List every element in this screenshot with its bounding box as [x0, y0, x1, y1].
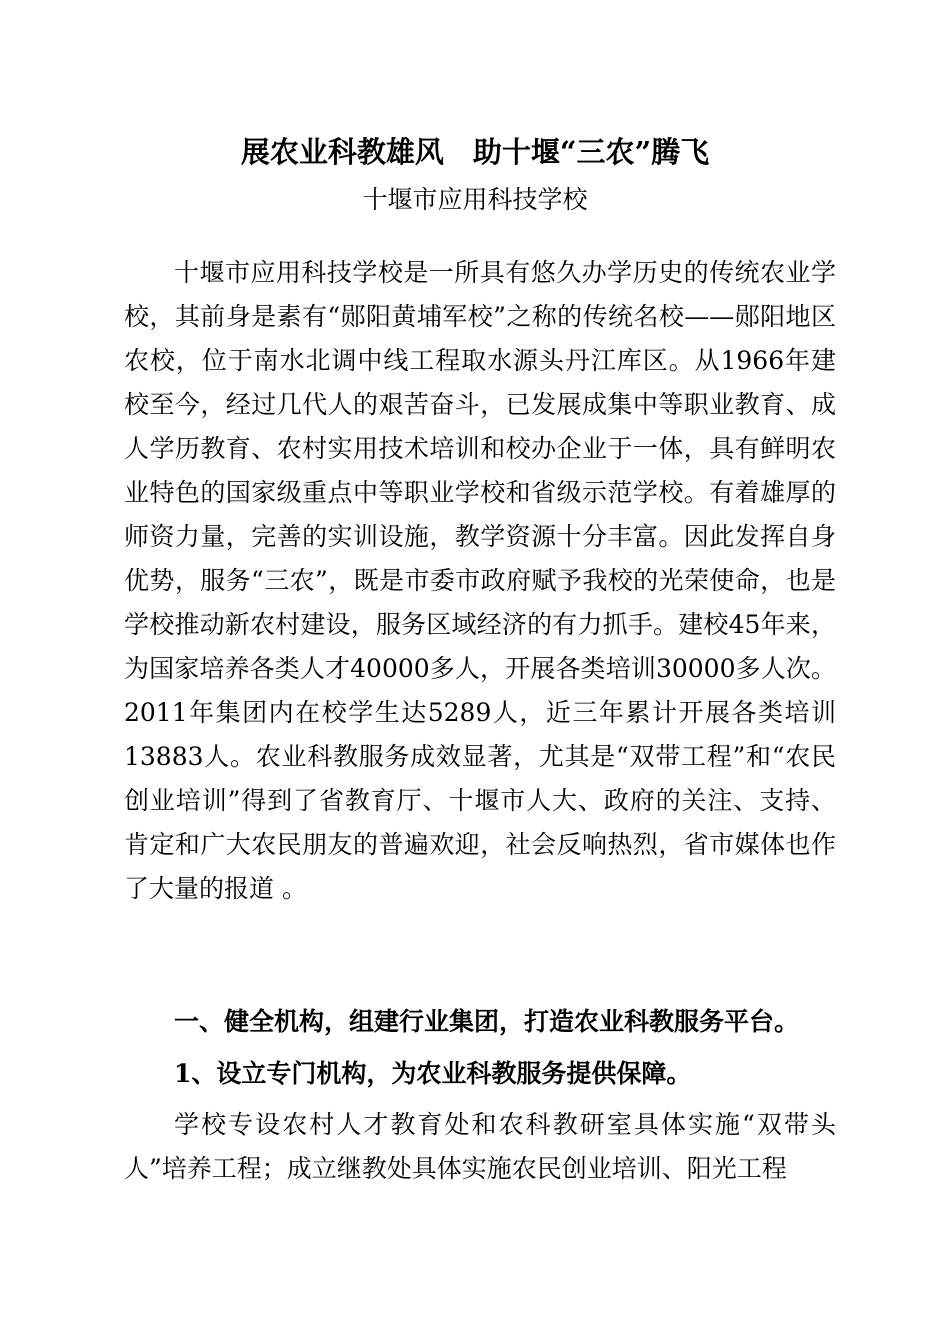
document-title: 展农业科教雄风 助十堰“三农”腾飞	[240, 135, 710, 169]
section-heading-1: 一、健全机构，组建行业集团，打造农业科教服务平台。	[174, 1007, 800, 1036]
body-paragraph-2: 学校专设农村人才教育处和农科教研室具体实施“双带头人”培养工程；成立继教处具体实施农民创业培训、阳光工程	[124, 1110, 836, 1183]
document-author: 十堰市应用科技学校	[362, 185, 588, 214]
body-paragraph-1: 十堰市应用科技学校是一所具有悠久办学历史的传统农业学校，其前身是素有“郧阳黄埔军校”之称的传统名校——郧阳地区农校，位于南水北调中线工程取水源头丹江库区。从1966年建校至今，经过几代人的艰苦奋斗，已发展成集中等职业教育、成人学历教育、农村实用技术培训和校办企业于一体，具有鲜明农业特色的国家级重点中等职业学校和省级示范学校。有着雄厚的师资力量，完善的实训设施，教学资源十分丰富。因此发挥自身优势，服务“三农”，既是市委市政府赋予我校的光荣使命，也是学校推动新农村建设，服务区域经济的有力抓手。建校45年来，为国家培养各类人才40000多人，开展各类培训30000多人次。2011年集团内在校学生达5289人，近三年累计开展各类培训13883人。农业科教服务成效显著，尤其是“双带工程”和“农民创业培训”得到了省教育厅、十堰市人大、政府的关注、支持、肯定和广大农民朋友的普遍欢迎，社会反响热烈，省市媒体也作了大量的报道 。	[124, 258, 836, 903]
subsection-heading-1: 1、设立专门机构，为农业科教服务提供保障。	[174, 1059, 692, 1088]
